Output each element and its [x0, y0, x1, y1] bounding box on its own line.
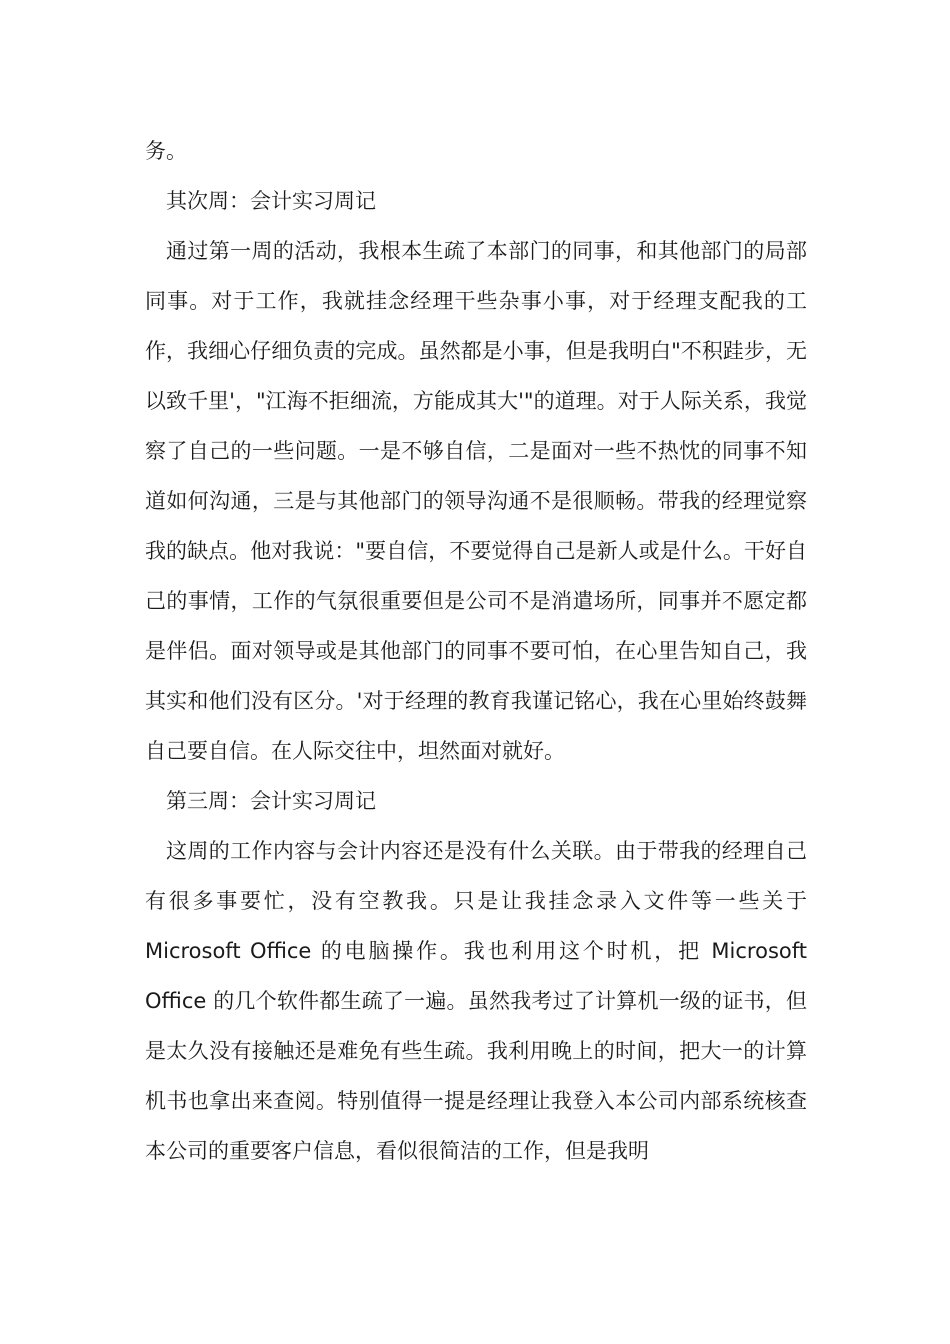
week2-paragraph: 通过第一周的活动，我根本生疏了本部门的同事，和其他部门的局部同事。对于工作，我就挂念经理干些杂事小事，对于经理支配我的工作，我细心仔细负责的完成。虽然都是小事，但是我明白"不积跬步，无以致千里'，"江海不拒细流，方能成其大'"的道理。对于人际关系，我觉察了自己的一些问题。一是不够自信，二是面对一些不热忱的同事不知道如何沟通，三是与其他部门的领导沟通不是很顺畅。带我的经理觉察我的缺点。他对我说："要自信，不要觉得自己是新人或是什么。干好自己的事情，工作的气氛很重要但是公司不是消遣场所，同事并不愿定都是伴侣。面对领导或是其他部门的同事不要可怕，在心里告知自己，我其实和他们没有区分。'对于经理的教育我谨记铭心，我在心里始终鼓舞自己要自信。在人际交往中，坦然面对就好。 [145, 239, 807, 763]
week3-heading: 第三周：会计实习周记 [166, 789, 376, 813]
week2-heading: 其次周：会计实习周记 [166, 189, 376, 213]
document-body [145, 126, 807, 1176]
week3-paragraph: 这周的工作内容与会计内容还是没有什么关联。由于带我的经理自己有很多事要忙，没有空教我。只是让我挂念录入文件等一些关于 Microsoft Office 的电脑操作。我也利用这个时机，把 Microsoft Office 的几个软件都生疏了一遍。虽然我考过了计算机一级的证书，但是太久没有接触还是难免有些生疏。我利用晚上的时间，把大一的计算机书也拿出来查阅。特别值得一提是经理让我登入本公司内部系统核查本公司的重要客户信息，看似很简洁的工作，但是我明 [145, 839, 807, 1163]
continuation-text: 务。 [145, 139, 187, 163]
